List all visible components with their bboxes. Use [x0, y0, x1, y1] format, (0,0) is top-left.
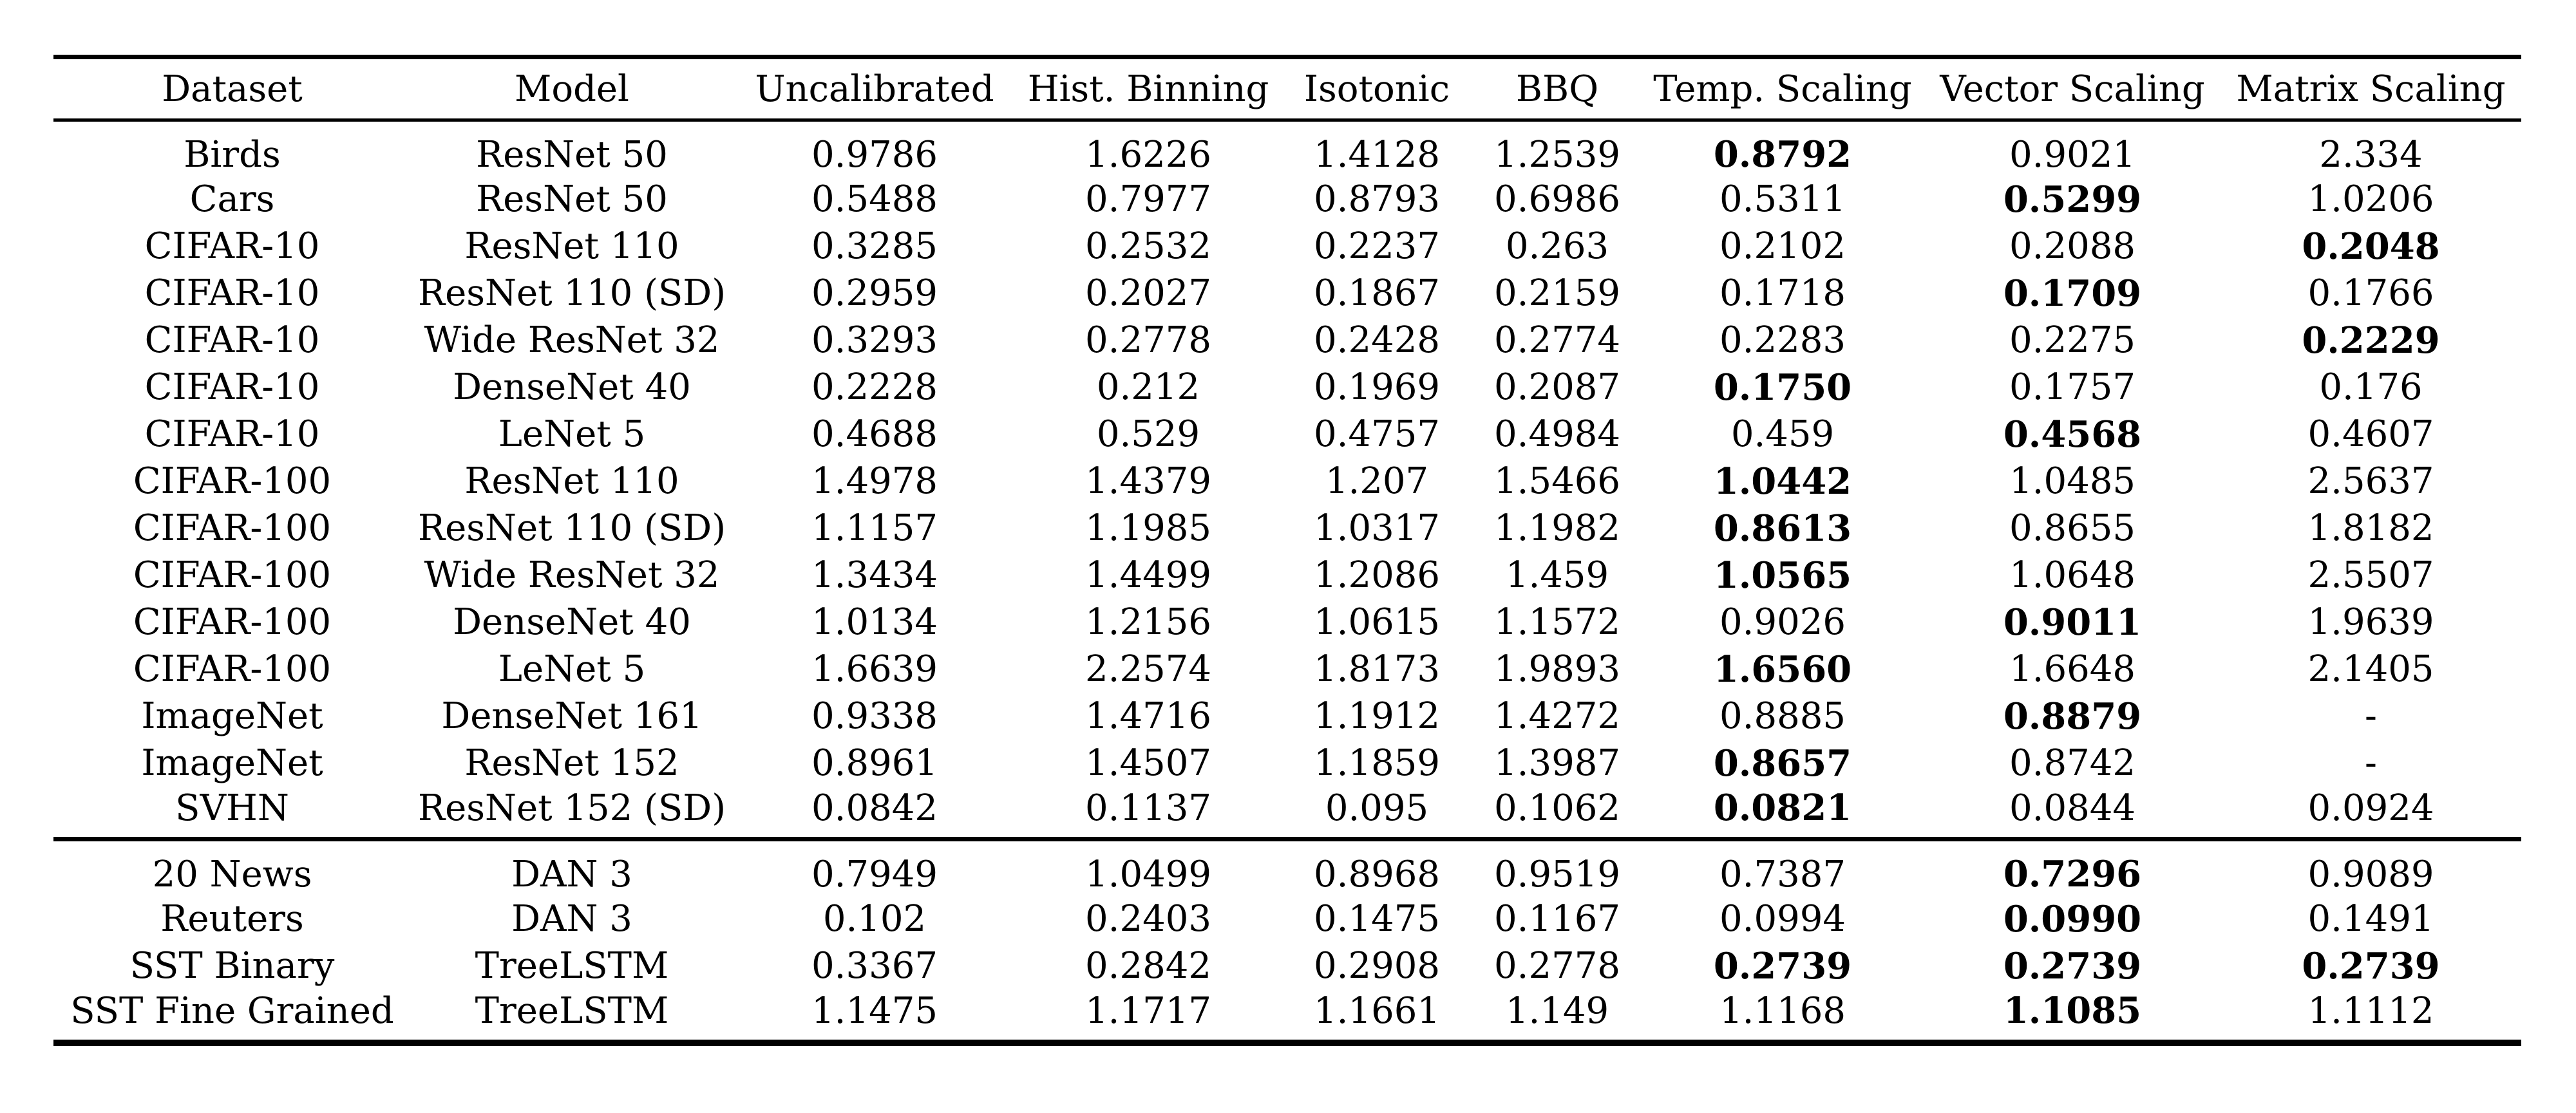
table-cell-hist-binning: 2.2574 [1085, 648, 1211, 690]
table-cell-model: Wide ResNet 32 [424, 319, 720, 361]
table-cell-matrix-scaling: 1.8182 [2307, 507, 2434, 549]
table-cell-matrix-scaling: 0.1766 [2307, 272, 2434, 314]
table-cell-isotonic: 1.1661 [1314, 989, 1440, 1032]
table-cell-vector-scaling: 0.5299 [2003, 178, 2142, 221]
table-cell-temp-scaling: 0.9026 [1719, 601, 1846, 643]
table-row [53, 787, 2521, 839]
table-row [53, 693, 2521, 740]
col-header-matrix-scaling: Matrix Scaling [2236, 68, 2506, 110]
table-cell-vector-scaling: 0.8879 [2003, 695, 2142, 738]
table-cell-hist-binning: 1.2156 [1085, 601, 1211, 643]
table-cell-bbq: 1.1982 [1494, 507, 1620, 549]
table-cell-dataset: CIFAR-100 [133, 648, 332, 690]
table-cell-matrix-scaling: 0.0924 [2307, 787, 2434, 829]
table-cell-uncalibrated: 1.6639 [811, 648, 938, 690]
table-cell-uncalibrated: 0.2959 [811, 272, 938, 314]
table-cell-vector-scaling: 0.4568 [2003, 413, 2142, 456]
table-cell-matrix-scaling: 0.2229 [2302, 319, 2440, 362]
table-cell-dataset: ImageNet [141, 695, 323, 737]
table-cell-matrix-scaling: 2.334 [2319, 133, 2423, 176]
table-cell-uncalibrated: 0.3293 [811, 319, 938, 361]
table-cell-isotonic: 0.2237 [1314, 225, 1440, 267]
nlp-rows-group [53, 839, 2521, 1043]
table-cell-dataset: CIFAR-10 [144, 413, 320, 455]
table-cell-matrix-scaling: 1.1112 [2307, 989, 2434, 1032]
table-cell-isotonic: 0.2428 [1314, 319, 1440, 361]
table-cell-dataset: Reuters [160, 898, 304, 940]
table-cell-uncalibrated: 0.5488 [811, 178, 938, 220]
table-cell-vector-scaling: 0.9011 [2003, 601, 2142, 644]
table-cell-hist-binning: 1.4507 [1085, 742, 1211, 784]
table-cell-vector-scaling: 1.6648 [2009, 648, 2136, 690]
table-cell-dataset: ImageNet [141, 742, 323, 784]
table-cell-uncalibrated: 0.0842 [811, 787, 938, 829]
table-cell-uncalibrated: 1.1157 [811, 507, 938, 549]
table-row [53, 458, 2521, 505]
table-cell-model: DenseNet 40 [453, 601, 691, 643]
table-cell-model: LeNet 5 [498, 413, 646, 455]
table-cell-vector-scaling: 0.8742 [2009, 742, 2136, 784]
table-cell-model: ResNet 110 [464, 460, 679, 502]
table-cell-temp-scaling: 0.8885 [1719, 695, 1846, 737]
table-cell-model: ResNet 50 [476, 133, 668, 176]
table-cell-matrix-scaling: 0.1491 [2307, 898, 2434, 940]
table-cell-uncalibrated: 0.7949 [811, 853, 938, 895]
table-cell-isotonic: 1.1859 [1314, 742, 1440, 784]
table-cell-matrix-scaling: 0.2048 [2302, 225, 2440, 268]
table-cell-bbq: 1.3987 [1494, 742, 1620, 784]
table-cell-temp-scaling: 0.2102 [1719, 225, 1846, 267]
calibration-results-table-container [53, 55, 2521, 1046]
table-cell-temp-scaling: 0.5311 [1719, 178, 1846, 220]
table-cell-dataset: CIFAR-100 [133, 507, 332, 549]
table-cell-dataset: 20 News [152, 853, 312, 895]
table-cell-isotonic: 1.1912 [1314, 695, 1440, 737]
table-cell-matrix-scaling: 1.0206 [2307, 178, 2434, 220]
table-cell-hist-binning: 1.4716 [1085, 695, 1211, 737]
col-header-temp-scaling: Temp. Scaling [1653, 68, 1912, 110]
table-cell-matrix-scaling: 0.4607 [2307, 413, 2434, 455]
table-cell-uncalibrated: 1.4978 [811, 460, 938, 502]
table-cell-hist-binning: 1.6226 [1085, 133, 1211, 176]
table-cell-temp-scaling: 0.8657 [1713, 742, 1852, 785]
table-cell-bbq: 1.459 [1505, 554, 1609, 596]
table-cell-bbq: 1.1572 [1494, 601, 1620, 643]
table-cell-uncalibrated: 0.3285 [811, 225, 938, 267]
table-cell-dataset: Birds [184, 133, 281, 176]
table-cell-isotonic: 1.207 [1325, 460, 1429, 502]
table-cell-hist-binning: 0.2842 [1085, 945, 1211, 987]
table-cell-bbq: 1.5466 [1494, 460, 1620, 502]
table-cell-dataset: CIFAR-100 [133, 554, 332, 596]
table-cell-hist-binning: 0.1137 [1085, 787, 1211, 829]
table-cell-bbq: 0.1167 [1494, 898, 1620, 940]
table-row [53, 411, 2521, 458]
col-header-dataset: Dataset [162, 68, 303, 110]
col-header-bbq: BBQ [1515, 68, 1599, 110]
table-cell-uncalibrated: 0.4688 [811, 413, 938, 455]
table-cell-isotonic: 0.095 [1325, 787, 1429, 829]
table-cell-temp-scaling: 1.6560 [1713, 648, 1852, 691]
table-cell-hist-binning: 1.4499 [1085, 554, 1211, 596]
table-cell-bbq: 0.6986 [1494, 178, 1620, 220]
table-cell-dataset: CIFAR-10 [144, 225, 320, 267]
table-cell-matrix-scaling: 0.176 [2319, 366, 2423, 408]
table-cell-matrix-scaling: 2.5637 [2307, 460, 2434, 502]
table-cell-bbq: 0.9519 [1494, 853, 1620, 895]
table-cell-bbq: 1.149 [1505, 989, 1609, 1032]
table-row [53, 364, 2521, 411]
table-cell-isotonic: 0.8793 [1314, 178, 1440, 220]
table-cell-isotonic: 0.1867 [1314, 272, 1440, 314]
table-cell-temp-scaling: 0.0821 [1713, 787, 1852, 829]
table-cell-dataset: Cars [189, 178, 275, 220]
table-cell-isotonic: 0.1475 [1314, 898, 1440, 940]
table-cell-vector-scaling: 1.0648 [2009, 554, 2136, 596]
table-cell-hist-binning: 0.2403 [1085, 898, 1211, 940]
table-cell-temp-scaling: 1.0442 [1713, 460, 1852, 503]
table-cell-model: DAN 3 [511, 853, 632, 895]
table-row [53, 505, 2521, 552]
table-cell-temp-scaling: 0.1750 [1713, 366, 1852, 409]
table-cell-bbq: 1.9893 [1494, 648, 1620, 690]
table-cell-model: Wide ResNet 32 [424, 554, 720, 596]
table-cell-isotonic: 1.0317 [1314, 507, 1440, 549]
table-row [53, 120, 2521, 176]
table-cell-hist-binning: 0.212 [1096, 366, 1200, 408]
table-cell-temp-scaling: 0.0994 [1719, 898, 1846, 940]
table-cell-model: ResNet 152 [464, 742, 679, 784]
col-header-hist-binning: Hist. Binning [1027, 68, 1269, 110]
table-cell-vector-scaling: 0.8655 [2009, 507, 2136, 549]
vision-rows-group [53, 120, 2521, 839]
table-cell-hist-binning: 1.1717 [1085, 989, 1211, 1032]
table-cell-isotonic: 1.8173 [1314, 648, 1440, 690]
table-cell-model: TreeLSTM [475, 945, 669, 987]
table-cell-bbq: 1.4272 [1494, 695, 1620, 737]
table-row [53, 270, 2521, 317]
table-cell-bbq: 1.2539 [1494, 133, 1620, 176]
table-cell-hist-binning: 0.2778 [1085, 319, 1211, 361]
table-cell-matrix-scaling: 2.1405 [2307, 648, 2434, 690]
table-cell-temp-scaling: 0.7387 [1719, 853, 1846, 895]
table-cell-model: ResNet 152 (SD) [417, 787, 726, 829]
table-cell-isotonic: 0.2908 [1314, 945, 1440, 987]
table-cell-temp-scaling: 0.8792 [1713, 133, 1852, 176]
table-cell-dataset: CIFAR-100 [133, 460, 332, 502]
table-cell-isotonic: 0.8968 [1314, 853, 1440, 895]
table-cell-vector-scaling: 0.0844 [2009, 787, 2136, 829]
table-cell-hist-binning: 1.0499 [1085, 853, 1211, 895]
table-row [53, 989, 2521, 1043]
col-header-vector-scaling: Vector Scaling [1940, 68, 2205, 110]
table-cell-hist-binning: 1.4379 [1085, 460, 1211, 502]
table-cell-dataset: CIFAR-10 [144, 319, 320, 361]
table-cell-dataset: CIFAR-10 [144, 272, 320, 314]
table-cell-temp-scaling: 0.2283 [1719, 319, 1846, 361]
table-cell-vector-scaling: 0.7296 [2003, 853, 2142, 895]
col-header-uncalibrated: Uncalibrated [755, 68, 994, 110]
table-cell-vector-scaling: 0.9021 [2009, 133, 2136, 176]
table-cell-temp-scaling: 1.0565 [1713, 554, 1852, 597]
table-cell-model: DenseNet 161 [441, 695, 703, 737]
table-cell-matrix-scaling: 0.9089 [2307, 853, 2434, 895]
table-cell-isotonic: 1.4128 [1314, 133, 1440, 176]
table-cell-uncalibrated: 1.3434 [811, 554, 938, 596]
table-cell-hist-binning: 1.1985 [1085, 507, 1211, 549]
table-cell-isotonic: 0.1969 [1314, 366, 1440, 408]
table-cell-uncalibrated: 1.0134 [811, 601, 938, 643]
table-cell-model: DAN 3 [511, 898, 632, 940]
col-header-model: Model [515, 68, 629, 110]
table-cell-temp-scaling: 0.2739 [1713, 944, 1852, 987]
table-cell-vector-scaling: 0.1757 [2009, 366, 2136, 408]
table-row [53, 176, 2521, 223]
table-cell-temp-scaling: 1.1168 [1719, 989, 1846, 1032]
table-cell-uncalibrated: 1.1475 [811, 989, 938, 1032]
table-cell-bbq: 0.2159 [1494, 272, 1620, 314]
table-cell-temp-scaling: 0.459 [1730, 413, 1835, 455]
col-header-isotonic: Isotonic [1303, 68, 1450, 110]
table-cell-model: ResNet 110 [464, 225, 679, 267]
table-cell-uncalibrated: 0.102 [822, 898, 927, 940]
table-cell-bbq: 0.2774 [1494, 319, 1620, 361]
table-row [53, 740, 2521, 787]
table-cell-hist-binning: 0.2532 [1085, 225, 1211, 267]
table-cell-vector-scaling: 0.2275 [2009, 319, 2136, 361]
table-row [53, 223, 2521, 270]
table-cell-hist-binning: 0.2027 [1085, 272, 1211, 314]
table-cell-uncalibrated: 0.2228 [811, 366, 938, 408]
table-cell-matrix-scaling: 2.5507 [2307, 554, 2434, 596]
table-row [53, 317, 2521, 364]
table-row [53, 895, 2521, 942]
table-cell-hist-binning: 0.7977 [1085, 178, 1211, 220]
table-cell-vector-scaling: 0.1709 [2003, 272, 2142, 315]
table-cell-matrix-scaling: 1.9639 [2307, 601, 2434, 643]
table-row [53, 839, 2521, 896]
table-cell-uncalibrated: 0.9786 [811, 133, 938, 176]
table-cell-vector-scaling: 0.2088 [2009, 225, 2136, 267]
table-row [53, 599, 2521, 646]
table-cell-bbq: 0.263 [1505, 225, 1609, 267]
table-row [53, 942, 2521, 989]
table-cell-uncalibrated: 0.3367 [811, 945, 938, 987]
table-row [53, 552, 2521, 599]
table-cell-matrix-scaling: - [2365, 742, 2377, 784]
table-cell-isotonic: 1.0615 [1314, 601, 1440, 643]
table-cell-uncalibrated: 0.8961 [811, 742, 938, 784]
table-cell-model: DenseNet 40 [453, 366, 691, 408]
table-cell-matrix-scaling: - [2365, 695, 2377, 737]
table-cell-bbq: 0.2778 [1494, 945, 1620, 987]
table-cell-model: TreeLSTM [475, 989, 669, 1032]
table-cell-vector-scaling: 0.0990 [2003, 897, 2142, 940]
table-cell-matrix-scaling: 0.2739 [2302, 944, 2440, 987]
table-cell-dataset: SST Fine Grained [70, 989, 394, 1032]
table-cell-vector-scaling: 1.1085 [2003, 989, 2142, 1032]
table-cell-dataset: CIFAR-100 [133, 601, 332, 643]
table-cell-model: LeNet 5 [498, 648, 646, 690]
table-row [53, 646, 2521, 693]
table-cell-dataset: SVHN [175, 787, 289, 829]
table-cell-model: ResNet 50 [476, 178, 668, 220]
table-cell-temp-scaling: 0.1718 [1719, 272, 1846, 314]
table-cell-bbq: 0.4984 [1494, 413, 1620, 455]
table-cell-temp-scaling: 0.8613 [1713, 507, 1852, 550]
table-cell-dataset: SST Binary [129, 945, 335, 987]
header-row [53, 57, 2521, 120]
table-cell-isotonic: 0.4757 [1314, 413, 1440, 455]
table-header [53, 57, 2521, 120]
table-cell-vector-scaling: 1.0485 [2009, 460, 2136, 502]
table-cell-bbq: 0.1062 [1494, 787, 1620, 829]
table-cell-model: ResNet 110 (SD) [417, 272, 726, 314]
table-cell-isotonic: 1.2086 [1314, 554, 1440, 596]
table-cell-model: ResNet 110 (SD) [417, 507, 726, 549]
table-cell-hist-binning: 0.529 [1096, 413, 1200, 455]
calibration-results-table [53, 55, 2521, 1046]
table-cell-bbq: 0.2087 [1494, 366, 1620, 408]
table-cell-dataset: CIFAR-10 [144, 366, 320, 408]
table-cell-uncalibrated: 0.9338 [811, 695, 938, 737]
table-cell-vector-scaling: 0.2739 [2003, 944, 2142, 987]
